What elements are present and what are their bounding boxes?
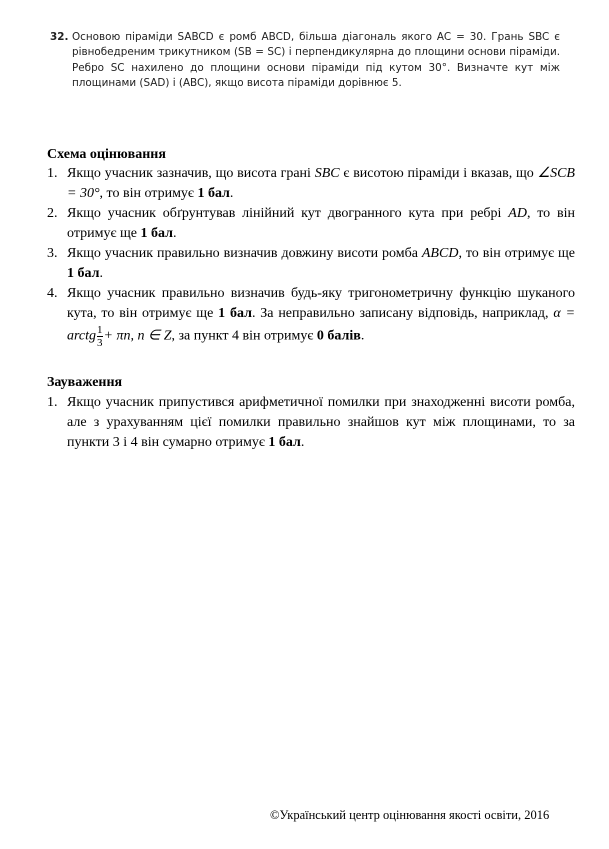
remarks-list: [47, 393, 575, 453]
fraction: [97, 324, 103, 349]
item-number: 1.: [47, 166, 58, 181]
item-text: .: [172, 226, 177, 241]
math: ∠SCB = 30°: [67, 166, 575, 201]
item-text: Якщо учасник правильно визначив будь-яку тригонометричну функцію шуканого кута, то він отримує ще: [67, 286, 575, 321]
item-number: 2.: [47, 206, 58, 221]
item-text: , то він отримує ще: [458, 246, 575, 261]
item-number: 1.: [47, 395, 58, 410]
scheme-item-3: [47, 244, 575, 284]
math: AD: [508, 206, 527, 221]
problem-statement: [50, 30, 560, 91]
formula-left: α = arctg: [67, 306, 576, 344]
item-text: . За неправильно записану відповідь, наприклад,: [251, 306, 554, 321]
item-text: .: [300, 435, 305, 450]
item-text: Якщо учасник обґрунтував лінійний кут двогранного кута при ребрі: [67, 206, 509, 221]
scheme-item-1: [47, 164, 575, 204]
score: 1 бал: [218, 306, 252, 321]
item-text: Якщо учасник правильно визначив довжину висоти ромба: [67, 246, 422, 261]
fraction-numerator: 1: [97, 324, 103, 336]
item-text: .: [360, 328, 365, 344]
scheme-title: Схема оцінювання: [47, 147, 166, 162]
scheme-list: [47, 164, 575, 349]
item-text: , за пункт 4 він отримує: [171, 328, 317, 344]
item-text: , то він отримує: [99, 186, 198, 201]
remarks-title: Зауваження: [47, 375, 123, 390]
math: ABCD: [421, 246, 459, 261]
math: SBC: [314, 166, 340, 181]
formula-right: + πn, n ∈ Z: [103, 328, 172, 344]
item-text: .: [99, 266, 103, 281]
remarks-item-1: [47, 393, 575, 453]
item-text: Якщо учасник припустився арифметичної помилки при знаходженні висоти ромба, але з урахуванням цієї помилки правильно знайшов кут між площинами, то за пункти 3 і 4 він сумарно отримує: [67, 395, 575, 450]
score: 0 балів: [316, 328, 361, 344]
problem-text: Основою піраміди SABCD є ромб ABCD, більша діагональ якого AC = 30. Грань SBC є рівнобедреним трикутником (SB = SC) і перпендикулярна до площини основи піраміди. Ребро SC нахилено до площини основи піраміди під кутом 30°. Визначте кут між площинами (SAD) і (ABC), якщо висота піраміди дорівнює 5.: [72, 31, 560, 89]
item-text: , то він отримує ще: [67, 206, 575, 241]
item-text: Якщо учасник зазначив, що висота грані: [67, 166, 315, 181]
score: 1 бал: [197, 186, 230, 201]
scheme-item-4: [47, 284, 575, 349]
copyright-footer: ©Український центр оцінювання якості освіти, 2016: [270, 808, 550, 822]
item-number: 3.: [47, 246, 58, 261]
score: 1 бал: [268, 435, 301, 450]
score: 1 бал: [67, 266, 100, 281]
item-number: 4.: [47, 286, 58, 301]
problem-number: 32.: [50, 31, 69, 43]
scheme-item-2: [47, 204, 575, 244]
score: 1 бал: [140, 226, 173, 241]
item-text: є висотою піраміди і вказав, що: [339, 166, 538, 181]
item-text: .: [229, 186, 234, 201]
fraction-denominator: 3: [97, 337, 103, 349]
